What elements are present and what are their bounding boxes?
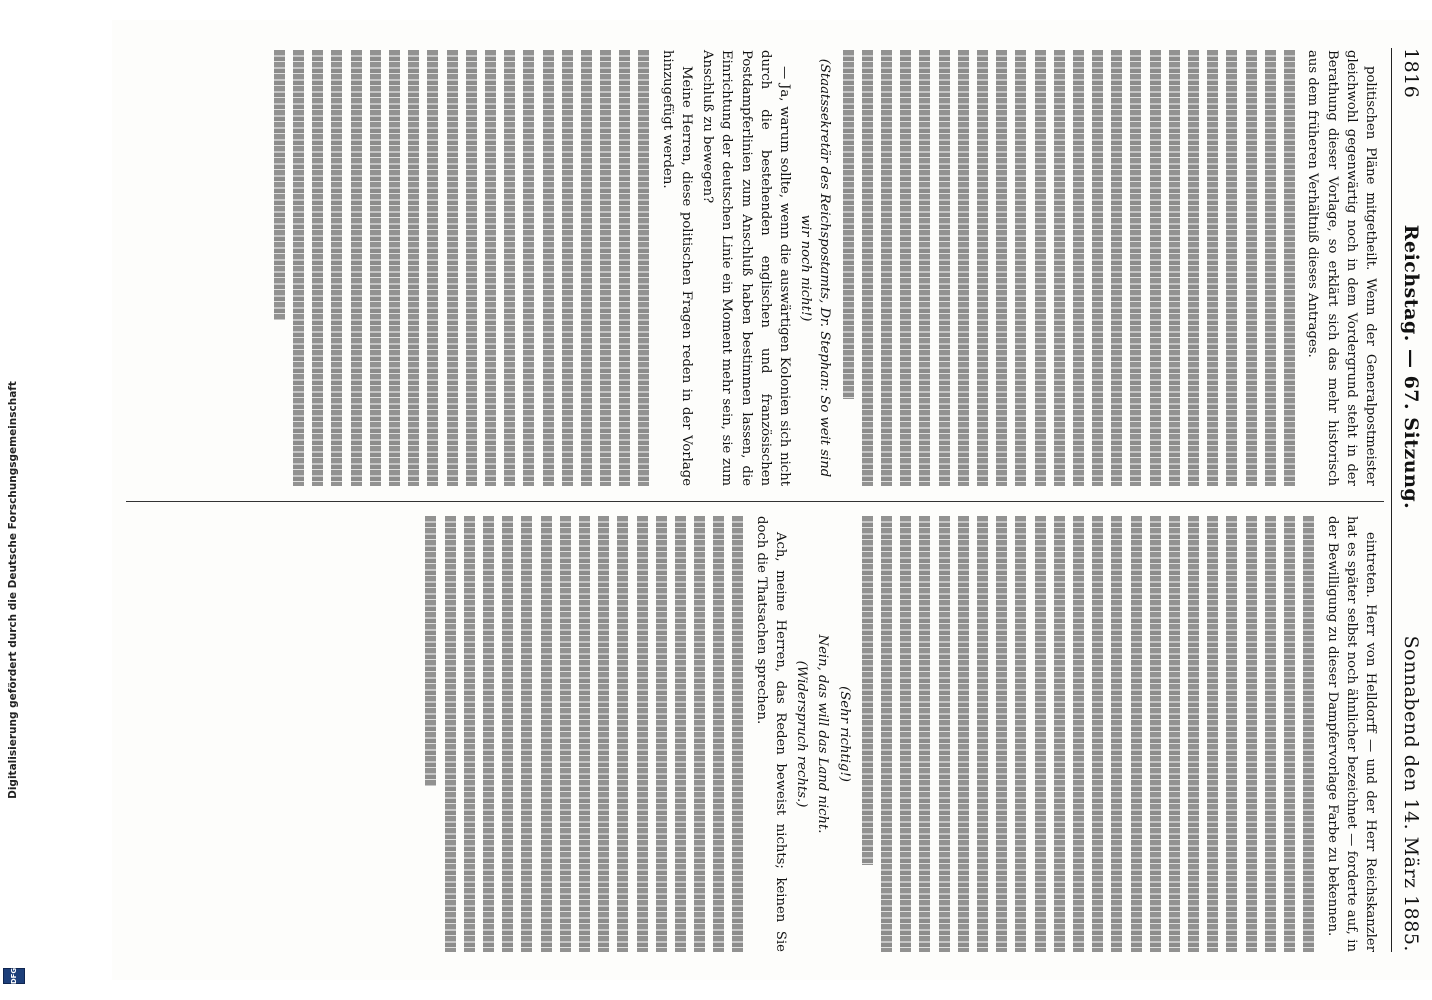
- text-line: [600, 50, 611, 486]
- text-line: [1015, 50, 1026, 486]
- text-line: [1035, 50, 1046, 486]
- text-line: [408, 50, 419, 486]
- text-line: [1073, 50, 1084, 486]
- text-line: [958, 516, 969, 952]
- text-line: [1246, 50, 1257, 486]
- text-line: [1035, 516, 1046, 952]
- text-line: [485, 50, 496, 486]
- text-line: [1131, 516, 1142, 952]
- text-line: [274, 50, 285, 320]
- text-line: [502, 516, 513, 952]
- text-line: [656, 516, 667, 952]
- text-line: [1169, 516, 1180, 952]
- text-line: [1303, 516, 1314, 952]
- text-line: [293, 50, 304, 486]
- text-line: [466, 50, 477, 486]
- text-line: [581, 50, 592, 486]
- text-line: [1265, 50, 1276, 486]
- text-line: [464, 516, 475, 952]
- text-line: [579, 516, 590, 952]
- left-paragraph: — Ja, warum sollte, wenn die auswärtigen Kolonien sich nicht durch die bestehenden englischen und französischen Postdampferlinien zum Anschluß haben bestimmen lassen, die Einrichtung der deutschen Linie ein Moment mehr sein, sie zum Anschluß zu bewegen?: [700, 50, 793, 486]
- speaker-interjection: (Staatssekretär des Reichspostamts, Dr. Stephan: So weit sind wir noch nicht!): [798, 58, 833, 478]
- dfg-logo: [3, 968, 25, 984]
- right-closing-paragraph: Ach, meine Herren, das Reden beweist nichts; keinen Sie doch die Thatsachen sprechen.: [753, 516, 789, 952]
- text-line: [598, 516, 609, 952]
- text-line: [541, 516, 552, 952]
- text-line: [1150, 50, 1161, 486]
- page-date: Sonnabend den 14. März 1885.: [1400, 635, 1422, 952]
- text-line: [1284, 50, 1295, 486]
- quoted-statement: Nein, das will das Land nicht.: [815, 634, 831, 834]
- text-line: [977, 516, 988, 952]
- text-line: [694, 516, 705, 952]
- text-line: [1226, 516, 1237, 952]
- text-line: [1284, 516, 1295, 952]
- header-rule: [1391, 48, 1392, 952]
- digitization-note: Digitalisierung gefördert durch die Deutsche Forschungsgemeinschaft: [7, 381, 19, 799]
- digitization-strip: [0, 0, 26, 1000]
- text-line: [1111, 50, 1122, 486]
- dfg-logo-text: DFG: [10, 967, 18, 985]
- text-line: [1054, 50, 1065, 486]
- text-line: [1188, 50, 1199, 486]
- text-line: [1111, 516, 1122, 952]
- text-line: [862, 516, 873, 865]
- text-line: [977, 50, 988, 486]
- text-line: [331, 50, 342, 486]
- text-line: [1150, 516, 1161, 952]
- text-line: [1073, 516, 1084, 952]
- text-line: [939, 50, 950, 486]
- text-line: [312, 50, 323, 486]
- text-line: [958, 50, 969, 486]
- text-line: [543, 50, 554, 486]
- text-line: [617, 516, 628, 952]
- text-line: [426, 516, 437, 786]
- text-line: [447, 50, 458, 486]
- text-line: [370, 50, 381, 486]
- text-line: [996, 516, 1007, 952]
- column-divider: [126, 501, 1384, 502]
- text-line: [637, 516, 648, 952]
- text-line: [862, 50, 873, 486]
- text-line: [351, 50, 362, 486]
- text-line: [1207, 50, 1218, 486]
- text-line: [939, 516, 950, 952]
- text-line: [1169, 50, 1180, 486]
- left-opening-paragraph: politischen Pläne mitgetheilt. Wenn der Generalpostmeister gleichwohl gegenwärtig noch in dem Vordergrund steht in der Berathung dieser Vorlage, so erklärt sich das mehr historisch aus dem früheren Verhältniß dieses Antrages.: [1305, 50, 1378, 486]
- text-line: [389, 50, 400, 486]
- text-line: [900, 516, 911, 952]
- interjection-applause: (Sehr richtig!): [836, 686, 852, 782]
- text-line: [1246, 516, 1257, 952]
- page-header: [1394, 48, 1428, 952]
- right-opening-paragraph: eintreten. Herr von Helldorff — und der Herr Reichskanzler hat es später selbst noch ähnlicher bezeichnet — forderte auf, in der Bewilligung zu dieser Dampfervorlage Farbe zu bekennen.: [1324, 516, 1378, 952]
- right-column: [126, 516, 1380, 952]
- text-line: [1092, 516, 1103, 952]
- text-line: [523, 50, 534, 486]
- page-number: 1816: [1400, 48, 1422, 99]
- left-column: [126, 50, 1380, 486]
- text-line: [1207, 516, 1218, 952]
- text-line: [675, 516, 686, 952]
- text-line: [1188, 516, 1199, 952]
- text-line: [733, 516, 744, 952]
- text-line: [562, 50, 573, 486]
- text-line: [713, 516, 724, 952]
- text-line: [1131, 50, 1142, 486]
- text-line: [560, 516, 571, 952]
- text-line: [619, 50, 630, 486]
- text-line: [1265, 516, 1276, 952]
- text-line: [445, 516, 456, 952]
- interjection-objection: (Widerspruch rechts.): [794, 660, 810, 808]
- text-line: [504, 50, 515, 486]
- text-line: [521, 516, 532, 952]
- text-line: [919, 50, 930, 486]
- text-line: [1054, 516, 1065, 952]
- text-line: [483, 516, 494, 952]
- left-paragraph-2: Meine Herren, diese politischen Fragen reden in der Vorlage hinzugefügt werden.: [659, 50, 695, 486]
- text-line: [1092, 50, 1103, 486]
- newspaper-page: [112, 20, 1432, 980]
- text-line: [1015, 516, 1026, 952]
- text-line: [638, 50, 649, 486]
- text-line: [427, 50, 438, 486]
- text-line: [919, 516, 930, 952]
- text-line: [843, 50, 854, 399]
- text-line: [900, 50, 911, 486]
- text-line: [881, 50, 892, 486]
- text-line: [1226, 50, 1237, 486]
- page-title: Reichstag. — 67. Sitzung.: [1400, 224, 1422, 510]
- text-line: [996, 50, 1007, 486]
- text-line: [881, 516, 892, 952]
